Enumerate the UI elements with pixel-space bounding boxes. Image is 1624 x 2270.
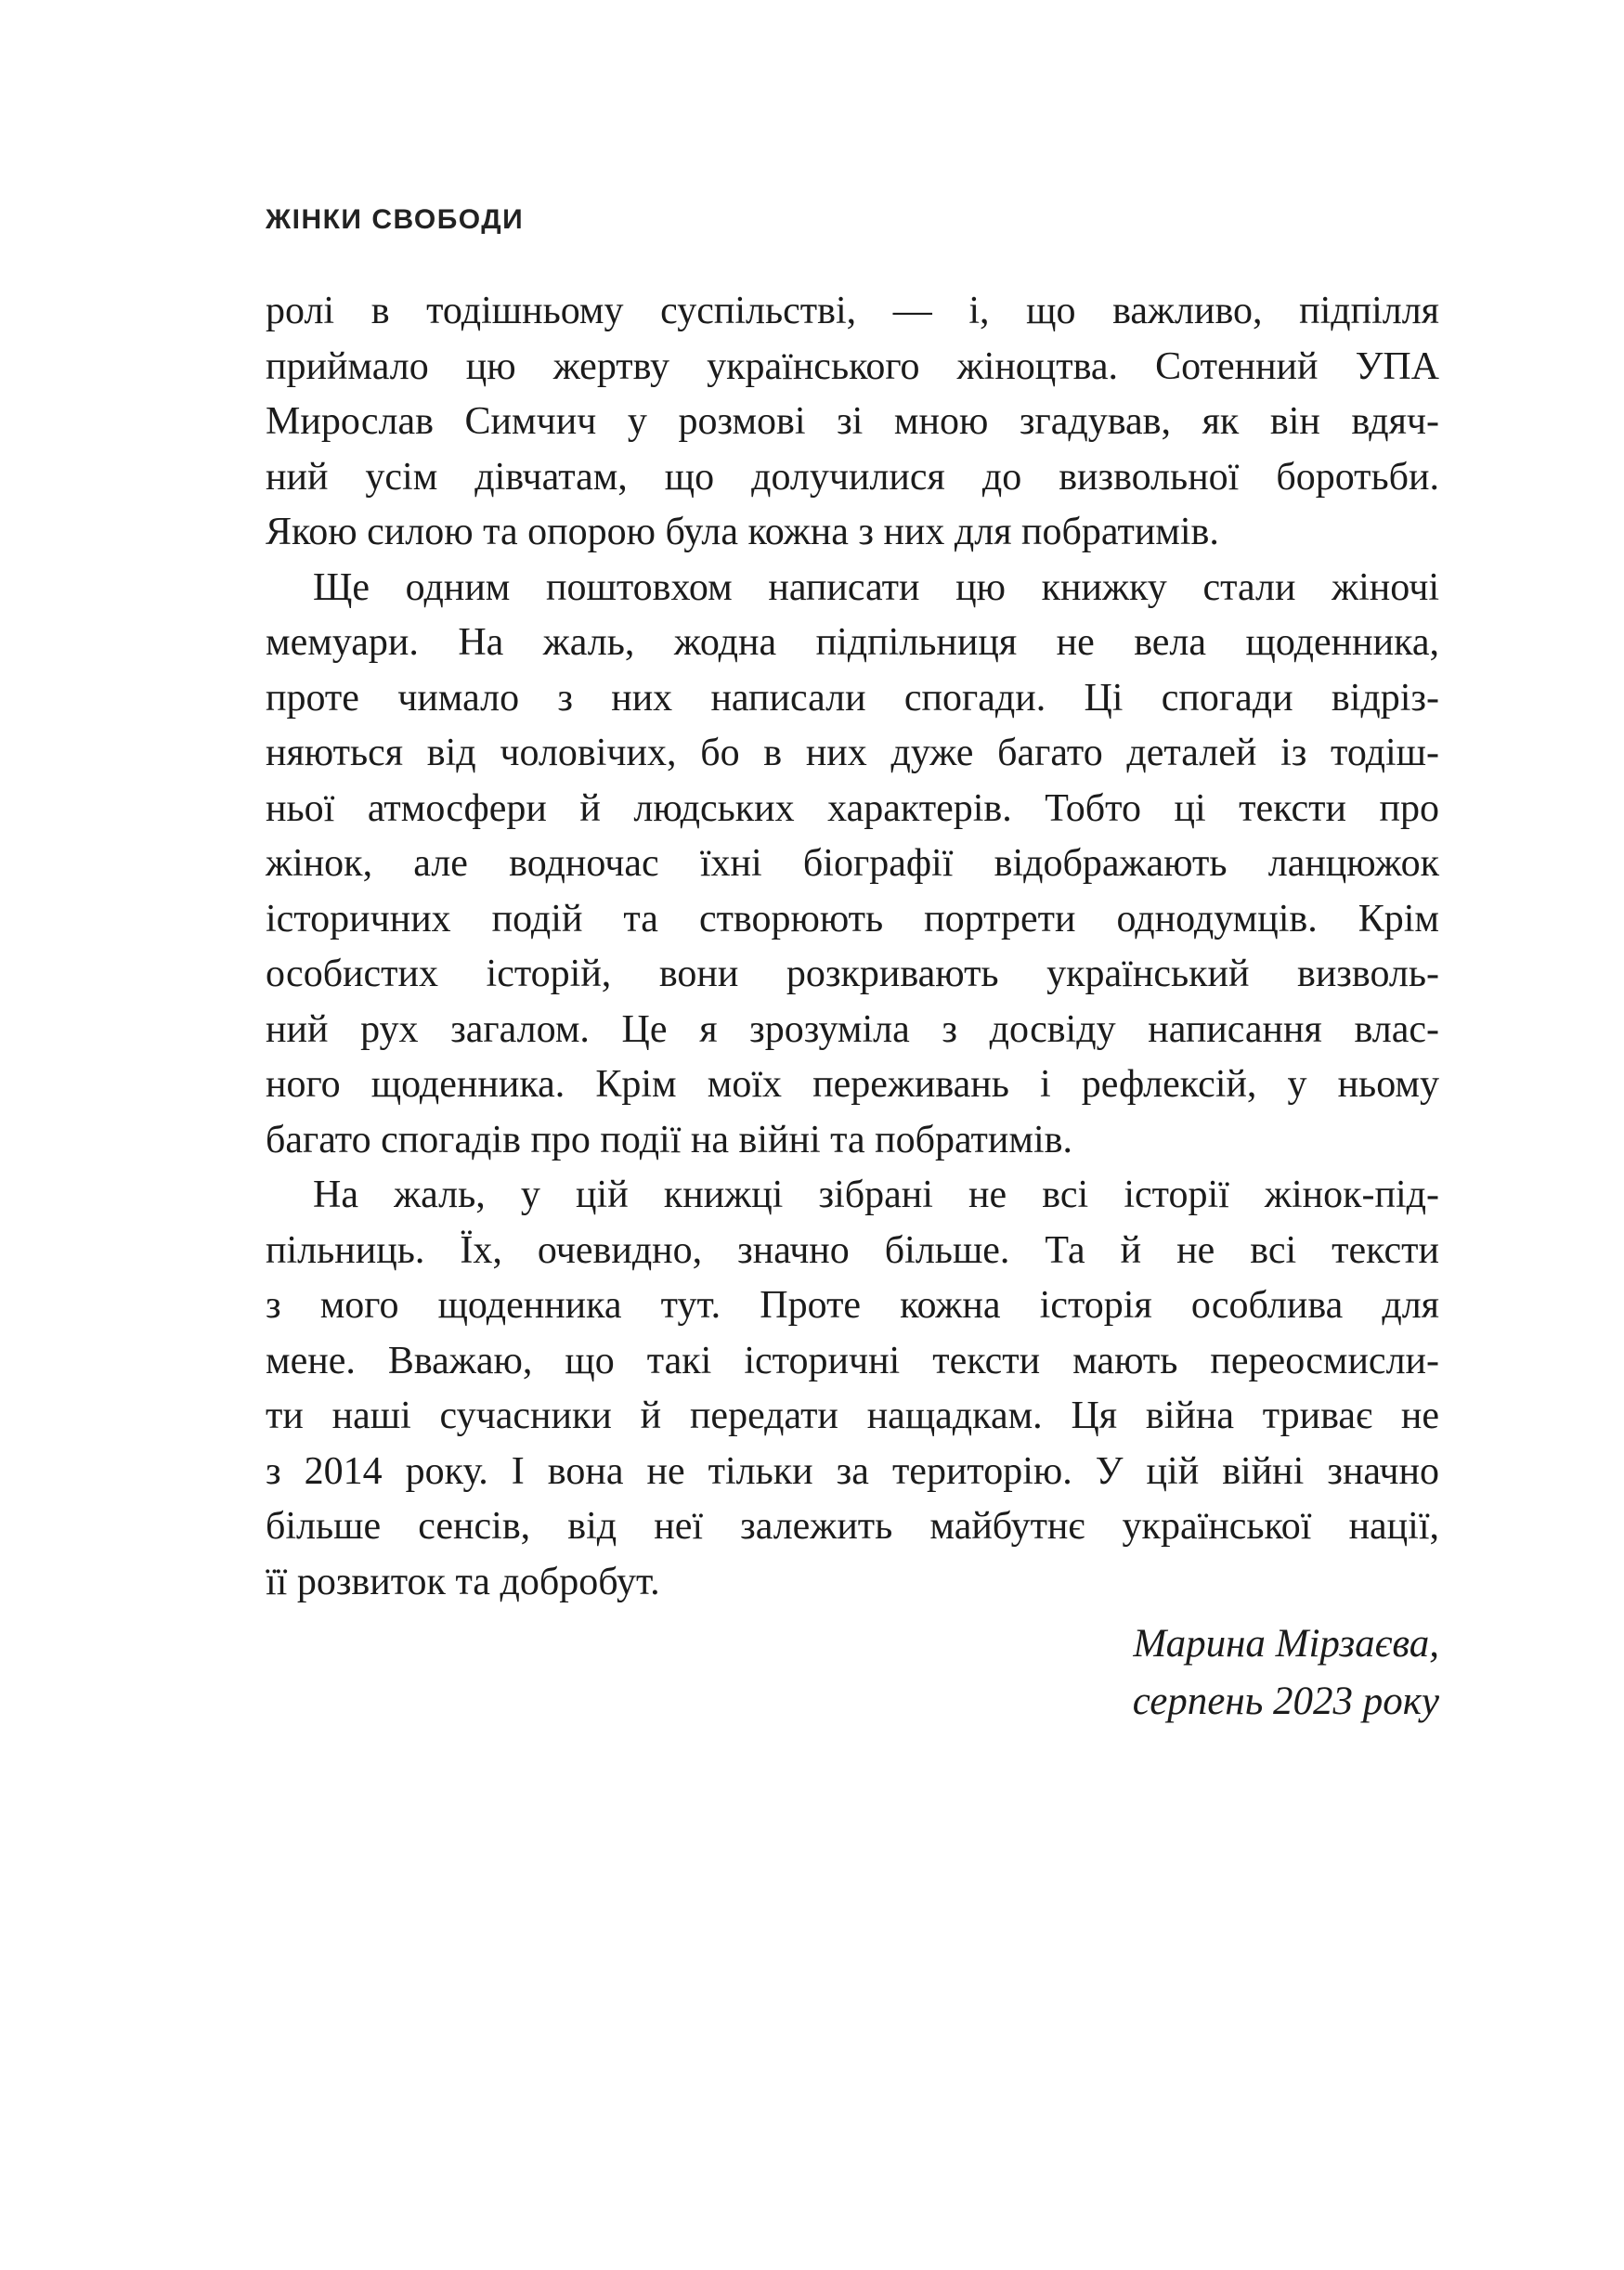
body-line: мемуари. На жаль, жодна підпільниця не вела щоденника, (266, 621, 1439, 664)
body-line: історичних подій та створюють портрети однодумців. Крім (266, 897, 1439, 940)
body-line: з мого щоденника тут. Проте кожна історія особлива для (266, 1284, 1439, 1327)
body-line: пільниць. Їх, очевидно, значно більше. Та й не всі тексти (266, 1228, 1439, 1272)
signature-block (1133, 1615, 1439, 1731)
body-line: більше сенсів, від неї залежить майбутнє української нації, (266, 1505, 1439, 1548)
body-text (266, 284, 1439, 1610)
body-line: Якою силою та опорою була кожна з них для побратимів. (266, 511, 1219, 553)
body-line: няються від чоловічих, бо в них дуже багато деталей із тодіш- (266, 732, 1439, 774)
body-line: На жаль, у цій книжці зібрані не всі історії жінок-під- (313, 1174, 1439, 1216)
body-line: Ще одним поштовхом написати цю книжку стали жіночі (313, 565, 1439, 609)
body-line: її розвиток та добробут. (266, 1560, 660, 1603)
body-line: проте чимало з них написали спогади. Ці спогади відріз- (266, 676, 1439, 720)
body-line: жінок, але водночас їхні біографії відображають ланцюжок (266, 842, 1439, 885)
signature-author: Марина Мірзаєва, (1133, 1622, 1439, 1666)
body-line: Мирослав Симчич у розмові зі мною згадував, як він вдяч- (266, 400, 1439, 443)
body-line: особистих історій, вони розкривають український визволь- (266, 953, 1439, 995)
body-line: ролі в тодішньому суспільстві, — і, що важливо, підпілля (266, 290, 1439, 332)
running-head: ЖІНКИ СВОБОДИ (266, 204, 525, 235)
body-line: приймало цю жертву українського жіноцтва. Сотенний УПА (266, 344, 1439, 388)
body-line: ти наші сучасники й передати нащадкам. Ця війна триває не (266, 1394, 1439, 1437)
signature-date: серпень 2023 року (1132, 1680, 1439, 1723)
body-line: з 2014 року. І вона не тільки за територію. У цій війні значно (266, 1449, 1439, 1493)
body-line: мене. Вважаю, що такі історичні тексти мають переосмисли- (266, 1339, 1439, 1382)
body-line: ньої атмосфери й людських характерів. Тобто ці тексти про (266, 786, 1439, 830)
body-line: ний усім дівчатам, що долучилися до визвольної боротьби. (266, 455, 1439, 499)
body-line: ного щоденника. Крім моїх переживань і рефлексій, у ньому (266, 1063, 1439, 1106)
body-line: багато спогадів про події на війні та побратимів. (266, 1118, 1072, 1161)
body-line: ний рух загалом. Це я зрозуміла з досвіду написання влас- (266, 1007, 1439, 1051)
